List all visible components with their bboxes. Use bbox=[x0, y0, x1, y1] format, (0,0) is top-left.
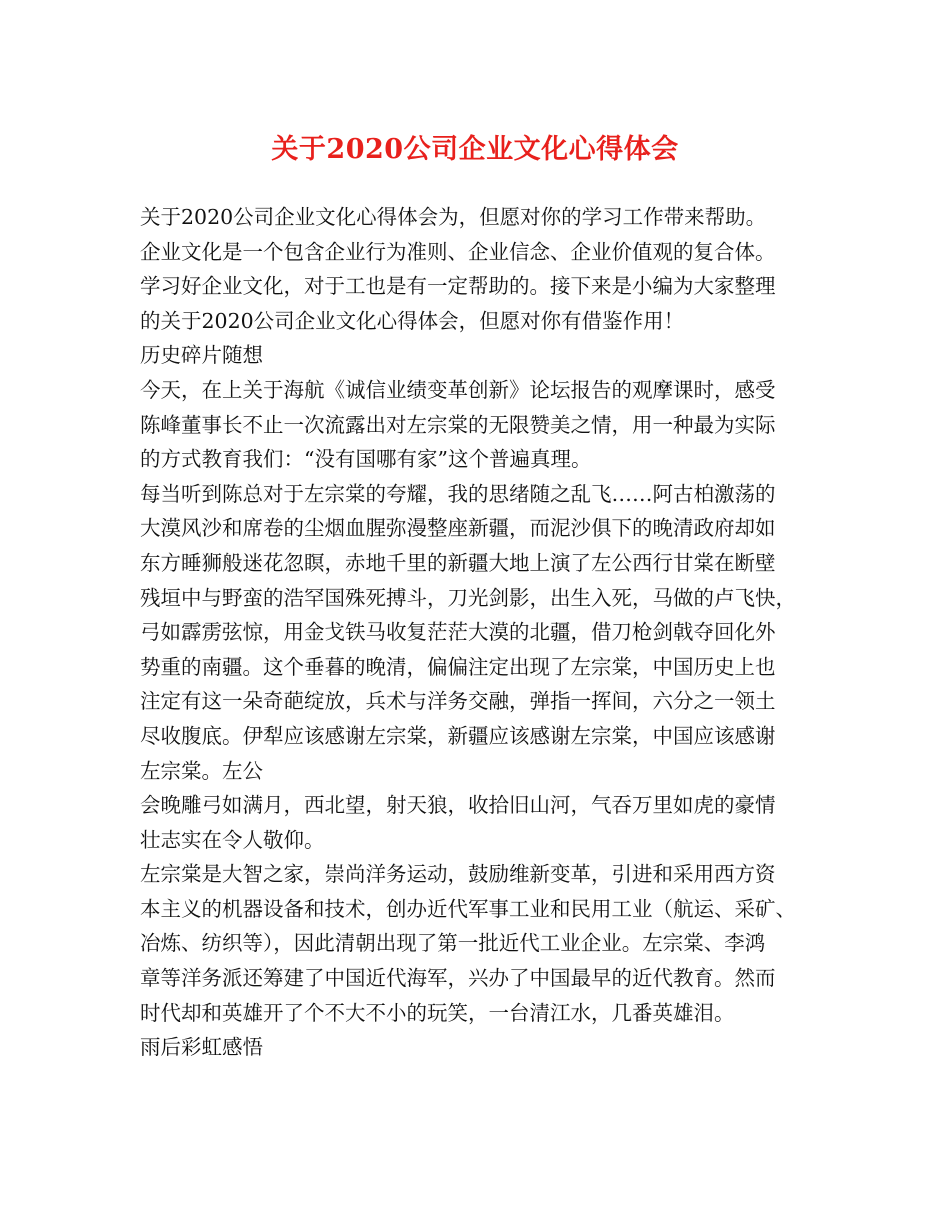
text-line: 本主义的机器设备和技术，创办近代军事工业和民用工业（航运、采矿、 bbox=[140, 896, 796, 921]
text-line: 章等洋务派还筹建了中国近代海军，兴办了中国最早的近代教育。然而 bbox=[140, 966, 776, 991]
text-line: 壮志实在令人敬仰。 bbox=[140, 827, 325, 852]
text-line: 左宗棠。左公 bbox=[140, 758, 263, 783]
text-line: 注定有这一朵奇葩绽放，兵术与洋务交融，弹指一挥间，六分之一领土 bbox=[140, 689, 776, 714]
text-line: 大漠风沙和席卷的尘烟血腥弥漫整座新疆，而泥沙俱下的晚清政府却如 bbox=[140, 516, 776, 541]
text-line: 每当听到陈总对于左宗棠的夸耀，我的思绪随之乱飞……阿古柏激荡的 bbox=[140, 481, 776, 506]
document-title: 关于2020公司企业文化心得体会 bbox=[271, 134, 679, 165]
text-line: 的关于2020公司企业文化心得体会，但愿对你有借鉴作用！ bbox=[140, 308, 685, 333]
text-line: 势重的南疆。这个垂暮的晚清，偏偏注定出现了左宗棠，中国历史上也 bbox=[140, 654, 776, 679]
section-heading: 雨后彩虹感悟 bbox=[140, 1035, 263, 1060]
text-line: 左宗棠是大智之家，崇尚洋务运动，鼓励维新变革，引进和采用西方资 bbox=[140, 862, 776, 887]
text-line: 关于2020公司企业文化心得体会为，但愿对你的学习工作带来帮助。 bbox=[140, 205, 767, 229]
text-line: 今天，在上关于海航《诚信业绩变革创新》论坛报告的观摩课时，感受 bbox=[140, 377, 776, 402]
text-line: 学习好企业文化，对于工也是有一定帮助的。接下来是小编为大家整理 bbox=[140, 274, 776, 299]
text-line: 尽收腹底。伊犁应该感谢左宗棠，新疆应该感谢左宗棠，中国应该感谢 bbox=[140, 723, 776, 748]
text-line: 东方睡狮般迷花忽瞑，赤地千里的新疆大地上演了左公西行甘棠在断壁 bbox=[140, 550, 776, 575]
text-line: 时代却和英雄开了个不大不小的玩笑，一台清江水，几番英雄泪。 bbox=[140, 1000, 735, 1025]
text-line: 陈峰董事长不止一次流露出对左宗棠的无限赞美之情，用一种最为实际 bbox=[140, 412, 776, 437]
text-line: 的方式教育我们：“没有国哪有家”这个普遍真理。 bbox=[140, 447, 592, 472]
text-line: 企业文化是一个包含企业行为准则、企业信念、企业价值观的复合体。 bbox=[140, 239, 776, 264]
text-line: 会晚雕弓如满月，西北望，射天狼，收拾旧山河，气吞万里如虎的豪情 bbox=[140, 793, 776, 818]
text-line: 弓如霹雳弦惊，用金戈铁马收复茫茫大漠的北疆，借刀枪剑戟夺回化外 bbox=[140, 620, 776, 645]
text-line: 冶炼、纺织等），因此清朝出现了第一批近代工业企业。左宗棠、李鸿 bbox=[140, 931, 766, 956]
text-line: 残垣中与野蛮的浩罕国殊死搏斗，刀光剑影，出生入死，马做的卢飞快， bbox=[140, 585, 796, 610]
section-heading: 历史碎片随想 bbox=[140, 343, 263, 368]
document-body bbox=[140, 200, 820, 1065]
